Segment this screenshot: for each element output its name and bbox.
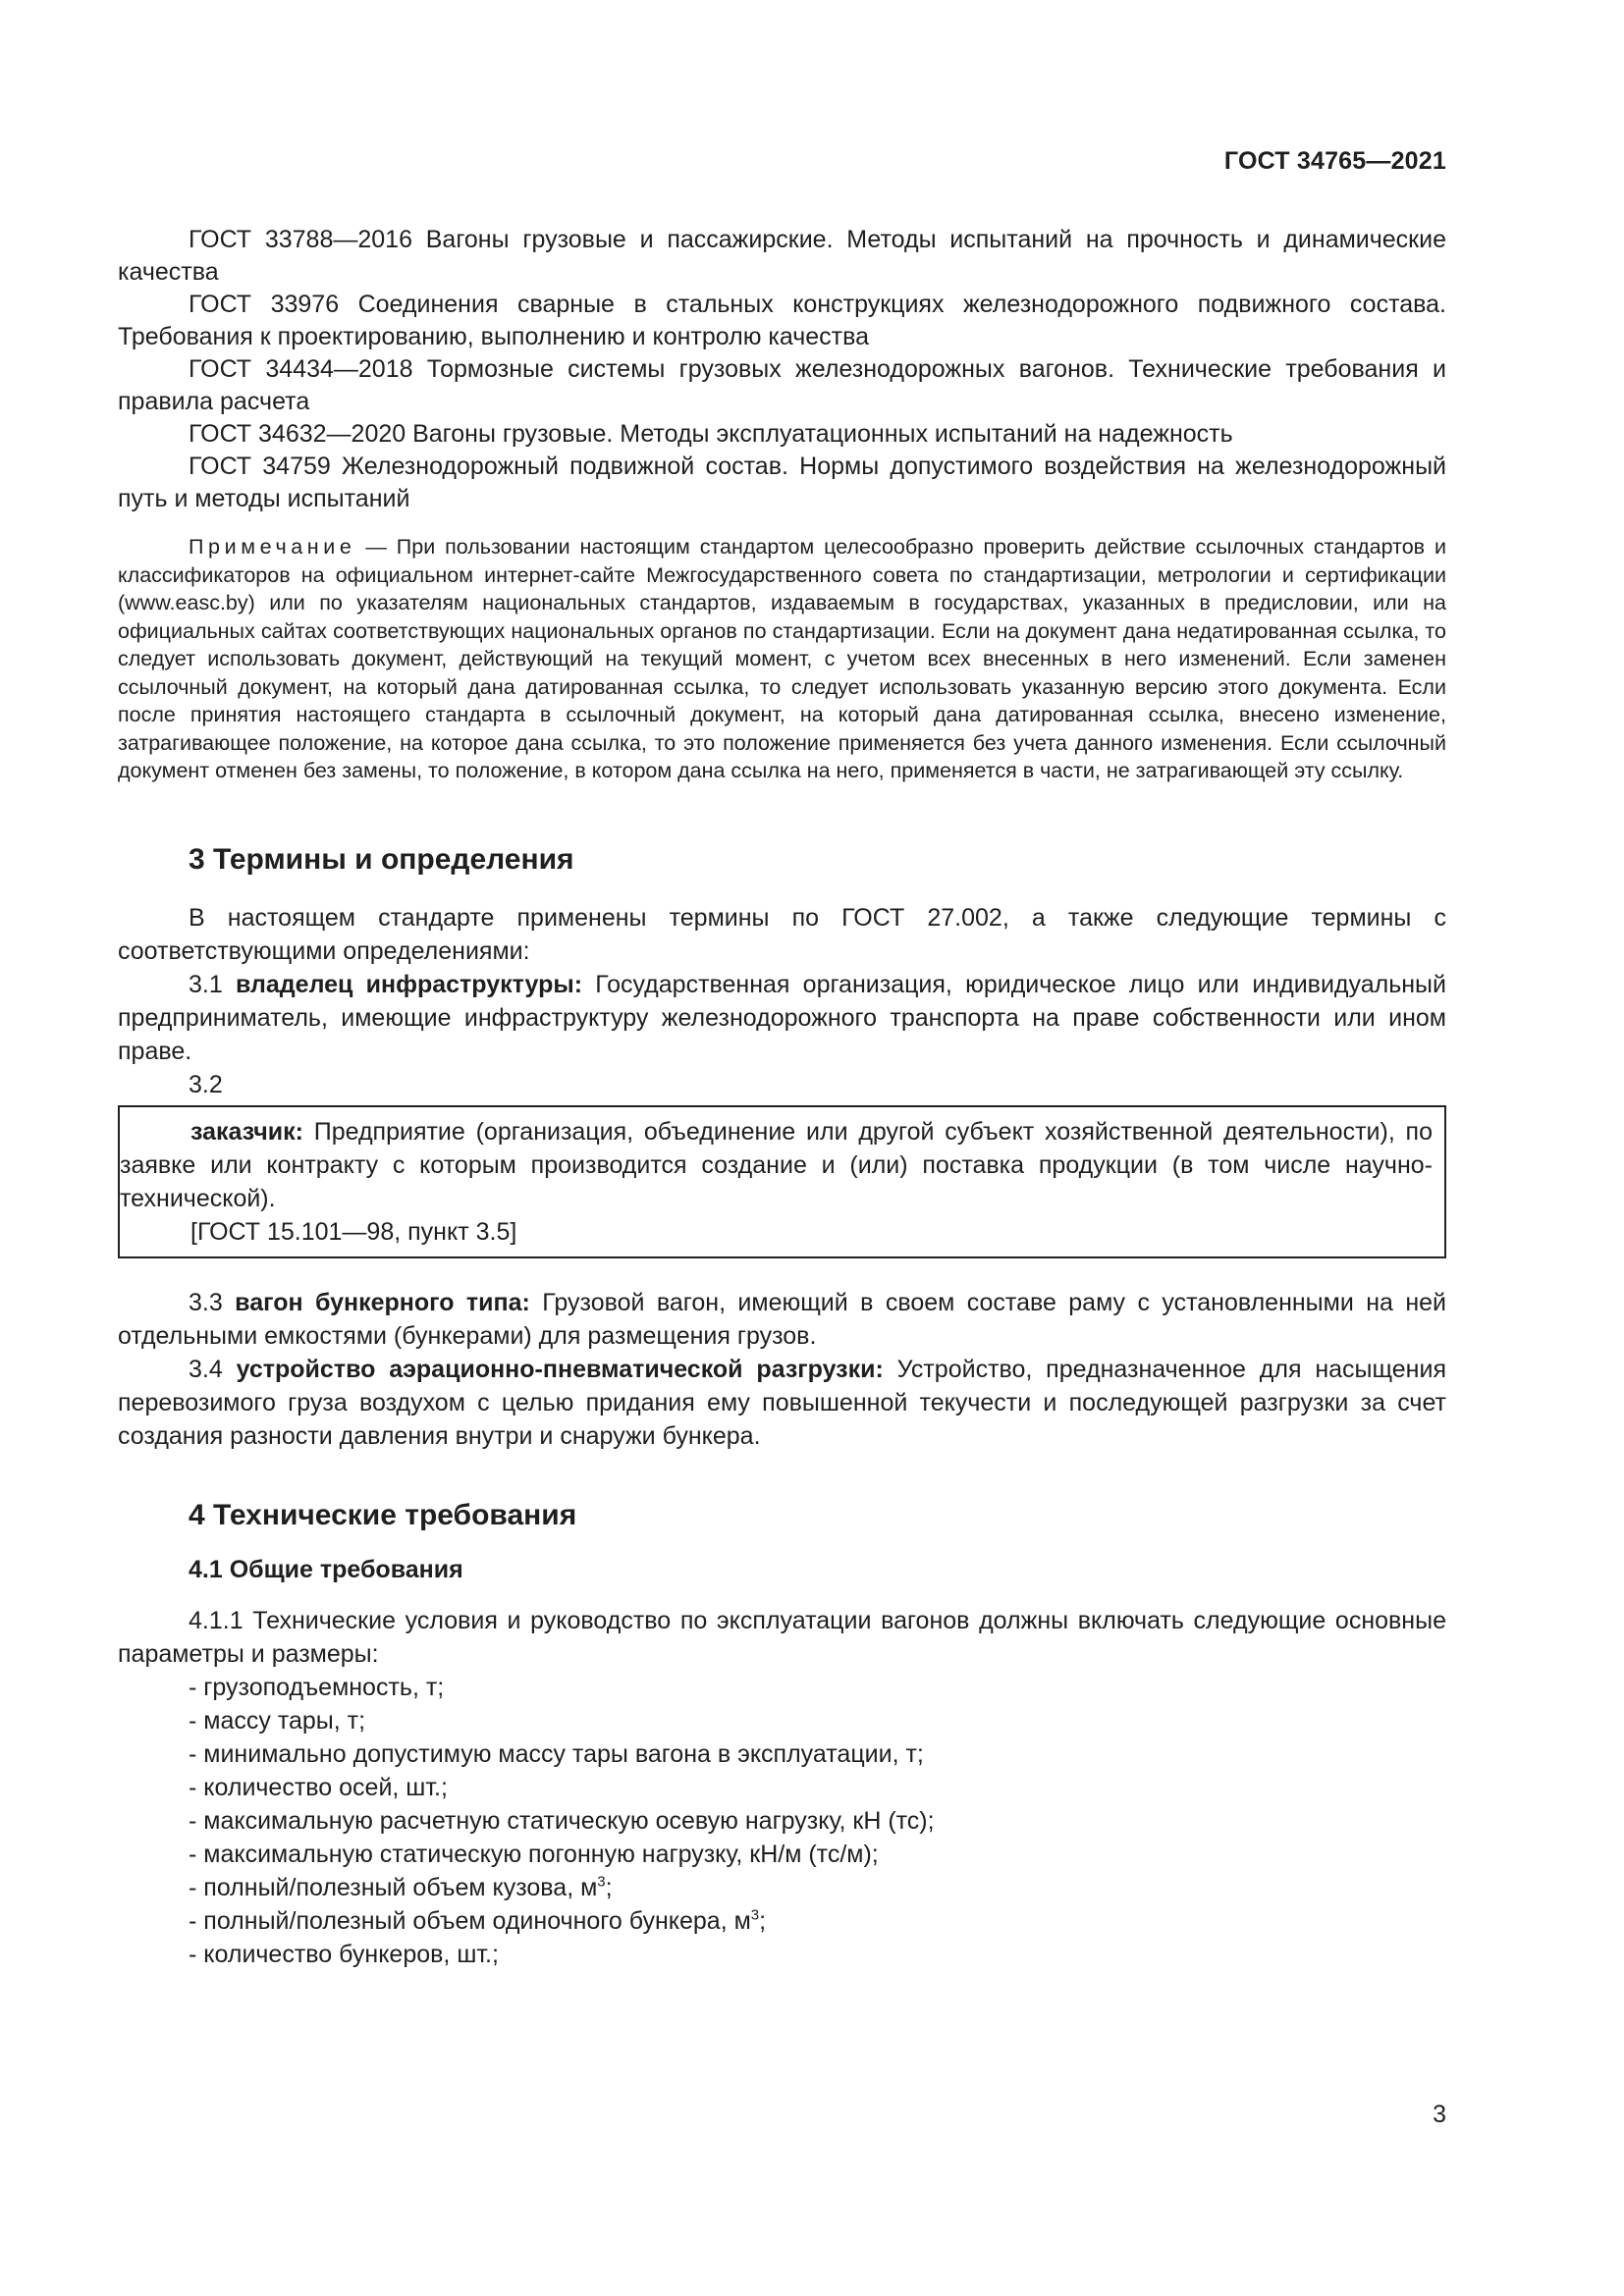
list-item: - минимально допустимую массу тары вагона в эксплуатации, т; xyxy=(189,1737,1446,1771)
references-note xyxy=(118,533,1446,785)
term-number: 3.4 xyxy=(189,1355,237,1383)
page-content xyxy=(118,224,1446,1971)
term-source: [ГОСТ 15.101—98, пункт 3.5] xyxy=(190,1217,517,1246)
term-name: владелец инфраструктуры: xyxy=(235,970,583,998)
reference-item: ГОСТ 33788—2016 Вагоны грузовые и пассажирские. Методы испытаний на прочность и динамические качества xyxy=(118,226,1446,286)
term-3-2-number: 3.2 xyxy=(189,1070,223,1098)
section-4-heading: 4 Технические требования xyxy=(189,1498,577,1531)
term-3-1 xyxy=(118,968,1446,1068)
term-definition: Грузовой вагон, имеющий в своем составе раму с установленными на ней отдельными емкостями (бункерами) для размещения грузов. xyxy=(118,1288,1447,1350)
list-item: - массу тары, т; xyxy=(189,1704,1446,1737)
term-number: 3.3 xyxy=(189,1288,236,1316)
term-number: 3.1 xyxy=(189,970,236,998)
standard-code-header: ГОСТ 34765—2021 xyxy=(1223,147,1446,175)
subsection-4-1-heading: 4.1 Общие требования xyxy=(189,1555,463,1583)
list-item-text: полный/полезный объем одиночного бункера, м xyxy=(203,1906,751,1935)
term-name: устройство аэрационно-пневматической разгрузки: xyxy=(236,1355,884,1383)
list-item xyxy=(189,1871,1446,1904)
list-item: - максимальную статическую погонную нагрузку, кН/м (тс/м); xyxy=(189,1838,1446,1871)
parameters-list xyxy=(118,1671,1446,1971)
list-item-tail: ; xyxy=(759,1906,767,1935)
term-3-3 xyxy=(118,1286,1446,1353)
term-definition: Устройство, предназначенное для насыщения перевозимого груза воздухом с целью придания ему повышенной текучести и последующей разгрузки за счет создания разности давления внутри и снаружи бункера. xyxy=(118,1355,1446,1450)
list-item: - количество осей, шт.; xyxy=(189,1771,1446,1804)
superscript: 3 xyxy=(597,1873,606,1891)
reference-item: ГОСТ 34434—2018 Тормозные системы грузовых железнодорожных вагонов. Технические требования и правила расчета xyxy=(118,355,1446,415)
list-item: - максимальную расчетную статическую осевую нагрузку, кН (тс); xyxy=(189,1804,1446,1838)
list-item: - количество бункеров, шт.; xyxy=(189,1938,1446,1971)
normative-references-list xyxy=(118,224,1446,515)
reference-item: ГОСТ 34632—2020 Вагоны грузовые. Методы эксплуатационных испытаний на надежность xyxy=(189,420,1233,448)
term-3-4 xyxy=(118,1353,1446,1453)
term-name: заказчик: xyxy=(190,1117,303,1146)
list-item: - грузоподъемность, т; xyxy=(189,1671,1446,1704)
list-item-tail: ; xyxy=(605,1873,613,1901)
superscript: 3 xyxy=(750,1906,760,1924)
list-item xyxy=(189,1904,1446,1938)
note-text: — При пользовании настоящим стандартом целесообразно проверить действие ссылочных стандартов и классификаторов на официальном интернет-сайте Межгосударственного совета по стандартизации, метрологии и сертификации (www.easc.by) или по указателям национальных стандартов, издаваемым в государствах, указанных в предисловии, или на официальных сайтах соответствующих национальных органов по стандартизации. Если на документ дана недатированная ссылка, то следует использовать документ, действующий на текущий момент, с учетом всех внесенных в него изменений. Если заменен ссылочный документ, на который дана датированная ссылка, то следует использовать указанную версию этого документа. Если после принятия настоящего стандарта в ссылочный документ, на который дана датированная ссылка, внесено изменение, затрагивающее положение, на которое дана ссылка, то это положение применяется без учета данного изменения. Если ссылочный документ отменен без замены, то положение, в котором дана ссылка на него, применяется в части, не затрагивающей эту ссылку. xyxy=(118,535,1446,782)
section-3-heading: 3 Термины и определения xyxy=(189,842,574,876)
term-definition: Государственная организация, юридическое лицо или индивидуальный предприниматель, имеющие инфраструктуру железнодорожного транспорта на праве собственности или ином праве. xyxy=(118,970,1446,1065)
reference-item: ГОСТ 34759 Железнодорожный подвижной состав. Нормы допустимого воздействия на железнодорожный путь и методы испытаний xyxy=(118,453,1446,512)
note-label: Примечание xyxy=(189,535,356,559)
reference-item: ГОСТ 33976 Соединения сварные в стальных конструкциях железнодорожного подвижного состава. Требования к проектированию, выполнению и контролю качества xyxy=(118,291,1446,350)
term-definition: Предприятие (организация, объединение или другой субъект хозяйственной деятельности), по заявке или контракту с которым производится создание и (или) поставка продукции (в том числе научно-технической). xyxy=(120,1117,1433,1212)
clause-4-1-1: 4.1.1 Технические условия и руководство по эксплуатации вагонов должны включать следующие основные параметры и размеры: xyxy=(118,1606,1446,1668)
page-number: 3 xyxy=(1433,2101,1446,2128)
term-3-2-box xyxy=(118,1105,1446,1258)
term-name: вагон бункерного типа: xyxy=(235,1288,530,1316)
term-3-2 xyxy=(120,1115,1433,1215)
section-3-intro: В настоящем стандарте применены термины по ГОСТ 27.002, а также следующие термины с соответствующими определениями: xyxy=(118,903,1446,965)
list-item-text: полный/полезный объем кузова, м xyxy=(203,1873,598,1901)
